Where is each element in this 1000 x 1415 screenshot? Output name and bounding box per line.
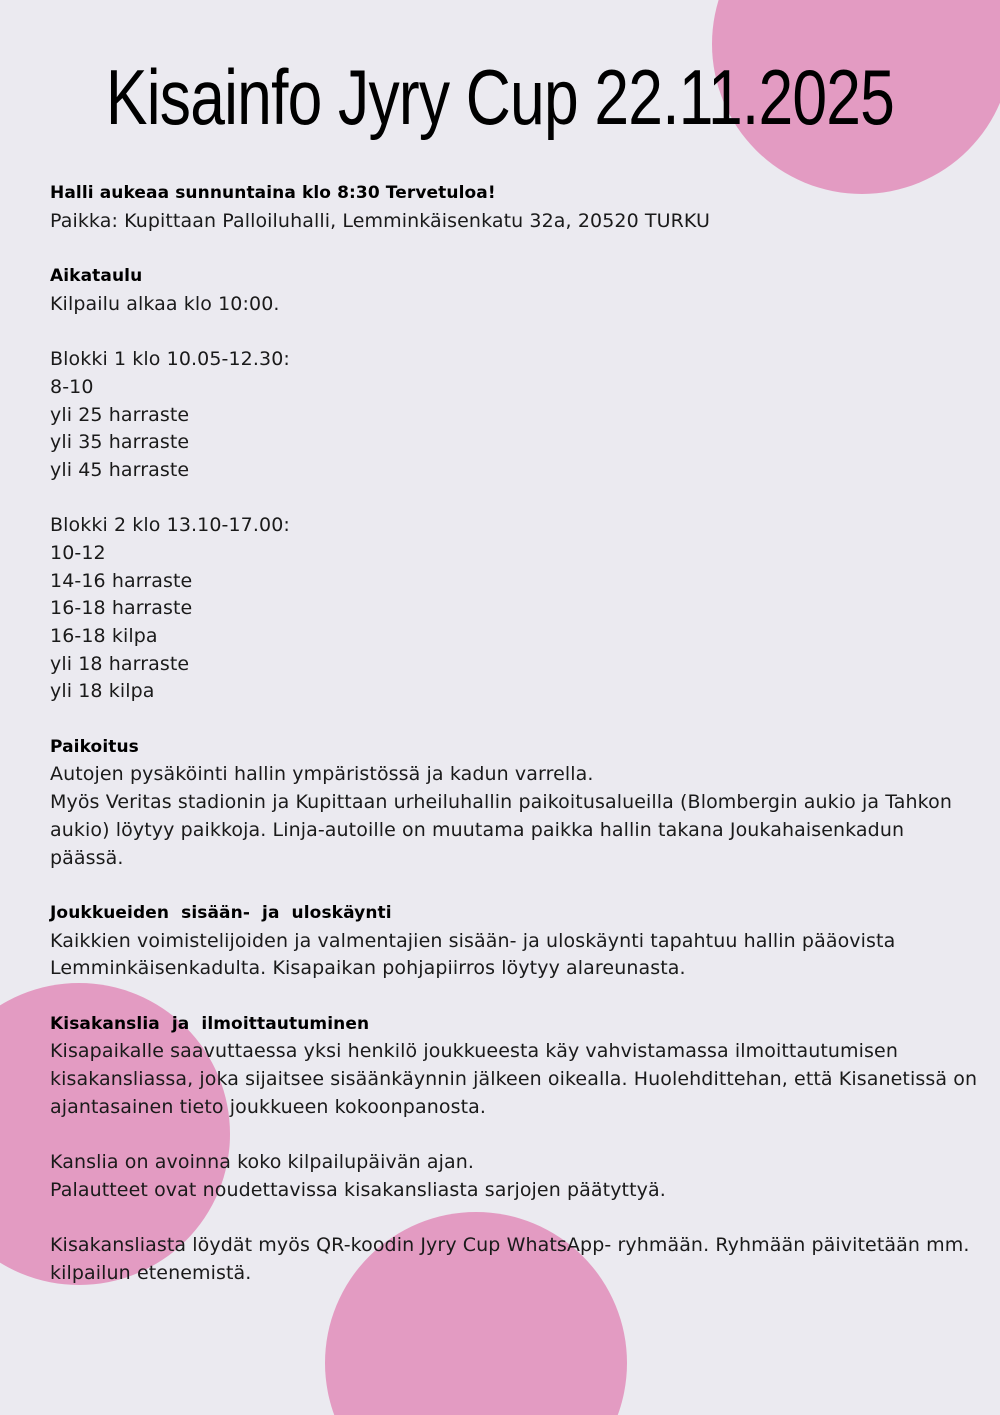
entrance-line: Lemminkäisenkadulta. Kisapaikan pohjapiirros löytyy alareunasta. (50, 957, 686, 980)
parking-line: Myös Veritas stadionin ja Kupittaan urheiluhallin paikoitusalueilla (Blombergin aukio ja Tahkon (50, 791, 952, 814)
intro-heading: Halli aukeaa sunnuntaina klo 8:30 Tervetuloa! (50, 183, 496, 203)
block2-item: yli 18 kilpa (50, 680, 155, 703)
spacer (50, 235, 960, 263)
spacer (50, 872, 960, 900)
spacer (50, 706, 960, 734)
parking-heading: Paikoitus (50, 736, 139, 757)
block1-item: yli 35 harraste (50, 431, 190, 454)
spacer (50, 1204, 960, 1232)
whatsapp-line: Kisakansliasta löydät myös QR-koodin Jyry Cup WhatsApp- ryhmään. Ryhmään päivitetään mm. (50, 1234, 970, 1257)
office-hours-line: Kanslia on avoinna koko kilpailupäivän ajan. (50, 1151, 475, 1174)
block2-item: yli 18 harraste (50, 652, 190, 675)
office-heading: Kisakanslia ja ilmoittautuminen (50, 1013, 370, 1034)
entrance-line: Kaikkien voimistelijoiden ja valmentajien sisään- ja uloskäynti tapahtuu hallin pääovista (50, 929, 896, 952)
spacer (50, 485, 960, 513)
spacer (50, 1121, 960, 1149)
spacer (50, 983, 960, 1011)
parking-line: päässä. (50, 846, 124, 869)
document-body (50, 180, 978, 1288)
office-line: kisakansliassa, joka sijaitsee sisäänkäynnin jälkeen oikealla. Huolehdittehan, että Kisanetissä on (50, 1068, 978, 1090)
whatsapp-line: kilpailun etenemistä. (50, 1261, 252, 1284)
schedule-start: Kilpailu alkaa klo 10:00. (50, 292, 280, 315)
parking-line: aukio) löytyy paikkoja. Linja-autoille on muutama paikka hallin takana Joukahaisenkadun (50, 818, 905, 841)
spacer (50, 318, 960, 346)
office-hours-line: Palautteet ovat noudettavissa kisakansliasta sarjojen päätyttyä. (50, 1178, 666, 1201)
intro-place: Paikka: Kupittaan Palloiluhalli, Lemminkäisenkatu 32a, 20520 TURKU (50, 209, 710, 232)
block2-label: Blokki 2 klo 13.10-17.00: (50, 514, 290, 537)
office-line: ajantasainen tieto joukkueen kokoonpanosta. (50, 1095, 487, 1118)
block1-label: Blokki 1 klo 10.05-12.30: (50, 348, 290, 371)
block2-item: 14-16 harraste (50, 569, 193, 592)
block2-item: 16-18 harraste (50, 597, 193, 620)
schedule-heading: Aikataulu (50, 266, 143, 287)
block1-item: 8-10 (50, 375, 94, 398)
office-line: Kisapaikalle saavuttaessa yksi henkilö joukkueesta käy vahvistamassa ilmoittautumisen (50, 1040, 898, 1063)
block1-item: yli 45 harraste (50, 458, 190, 481)
parking-line: Autojen pysäköinti hallin ympäristössä ja kadun varrella. (50, 763, 594, 786)
block2-item: 16-18 kilpa (50, 625, 158, 647)
page-title: Kisainfo Jyry Cup 22.11.2025 (105, 53, 895, 141)
entrance-heading: Joukkueiden sisään- ja uloskäynti (50, 902, 392, 923)
block2-item: 10-12 (50, 541, 106, 564)
block1-item: yli 25 harraste (50, 403, 190, 426)
